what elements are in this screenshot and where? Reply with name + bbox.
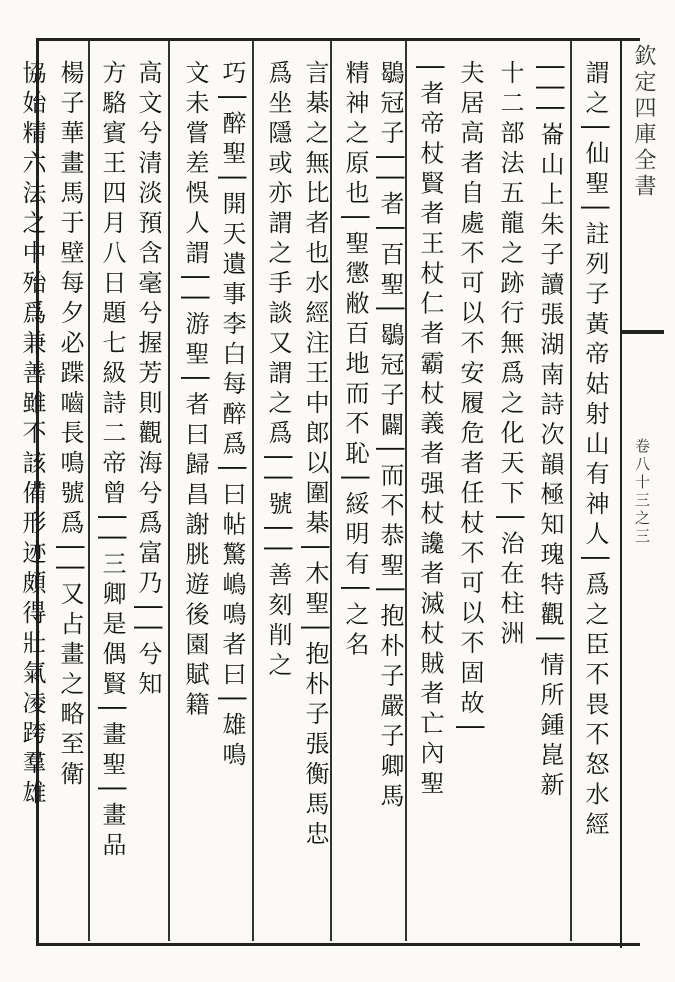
text-column-8 [295,60,335,930]
column-text: 楊子華畫馬于壁每夕必蹀嚙長鳴號爲││又占畫之略至衛 [56,60,84,791]
text-column-14 [50,60,90,930]
column-text: │者帝杖賢者王杖仁者霸杖義者强杖讒者滅杖賊者亡內聖 [416,60,444,801]
column-text: 爲坐隱或亦謂之手談又謂之爲││號││善刻削之 [264,60,292,682]
column-text: 言棊之無比者也水經注王中郎以圍棊│木聖│抱朴子張衡馬忠 [301,60,329,851]
text-column-9 [258,60,298,930]
text-column-11 [175,60,215,930]
spine-title: 欽定四庫全書 [631,44,656,200]
column-text: 文未嘗差悞人謂││游聖│者曰歸昌謝朓遊後園賦籍 [181,60,209,722]
spine-band [622,330,664,334]
text-column-2 [530,60,570,930]
text-column-1 [575,60,615,930]
text-column-13 [92,60,132,930]
text-column-12 [128,60,168,930]
column-text: 方駱賓王四月八日題七級詩二帝曾││三卿是偶賢│畫聖│畫品 [98,60,126,862]
text-column-6 [370,60,410,930]
column-text: 謂之│仙聖│註列子黃帝姑射山有神人│爲之臣不畏不怒水經 [581,60,609,842]
column-text: 夫居高者自處不可以不安履危者任杖不可以不固故│ [456,60,484,741]
text-column-7 [335,60,375,930]
column-text: 高文兮清淡預含毫兮握芳則觀海兮爲富乃││兮知 [134,60,162,701]
text-column-15 [12,60,52,930]
text-column-10 [212,60,252,930]
column-divider [570,41,572,941]
column-text: 精神之原也│聖懲敝百地而不恥│綏明有│之名 [341,60,369,662]
column-text: 十二部法五龍之跡行無爲之化天下│治在柱洲 [496,60,524,651]
spine-volume: 卷八十三之三 [633,438,651,546]
column-divider [252,41,254,941]
column-text: 巧│醉聖│開天遺事李白每醉爲│曰帖驚嶋鳴者曰│雄鳴 [218,60,246,772]
column-text: │││崙山上朱子讀張湖南詩次韻極知瑰特觀│情所鍾崑新 [536,60,564,802]
column-divider [168,41,170,941]
column-text: 協始精六法之中殆爲兼善雖不該備形迹頗得壯氣凌跨羣雄 [18,60,46,810]
text-column-4 [450,60,490,930]
text-column-3 [490,60,530,930]
book-spine [620,38,664,948]
text-column-5 [410,60,450,930]
column-text: 鶡冠子││者│百聖│鶡冠子闢│而不恭聖│抱朴子嚴子卿馬 [376,60,404,813]
